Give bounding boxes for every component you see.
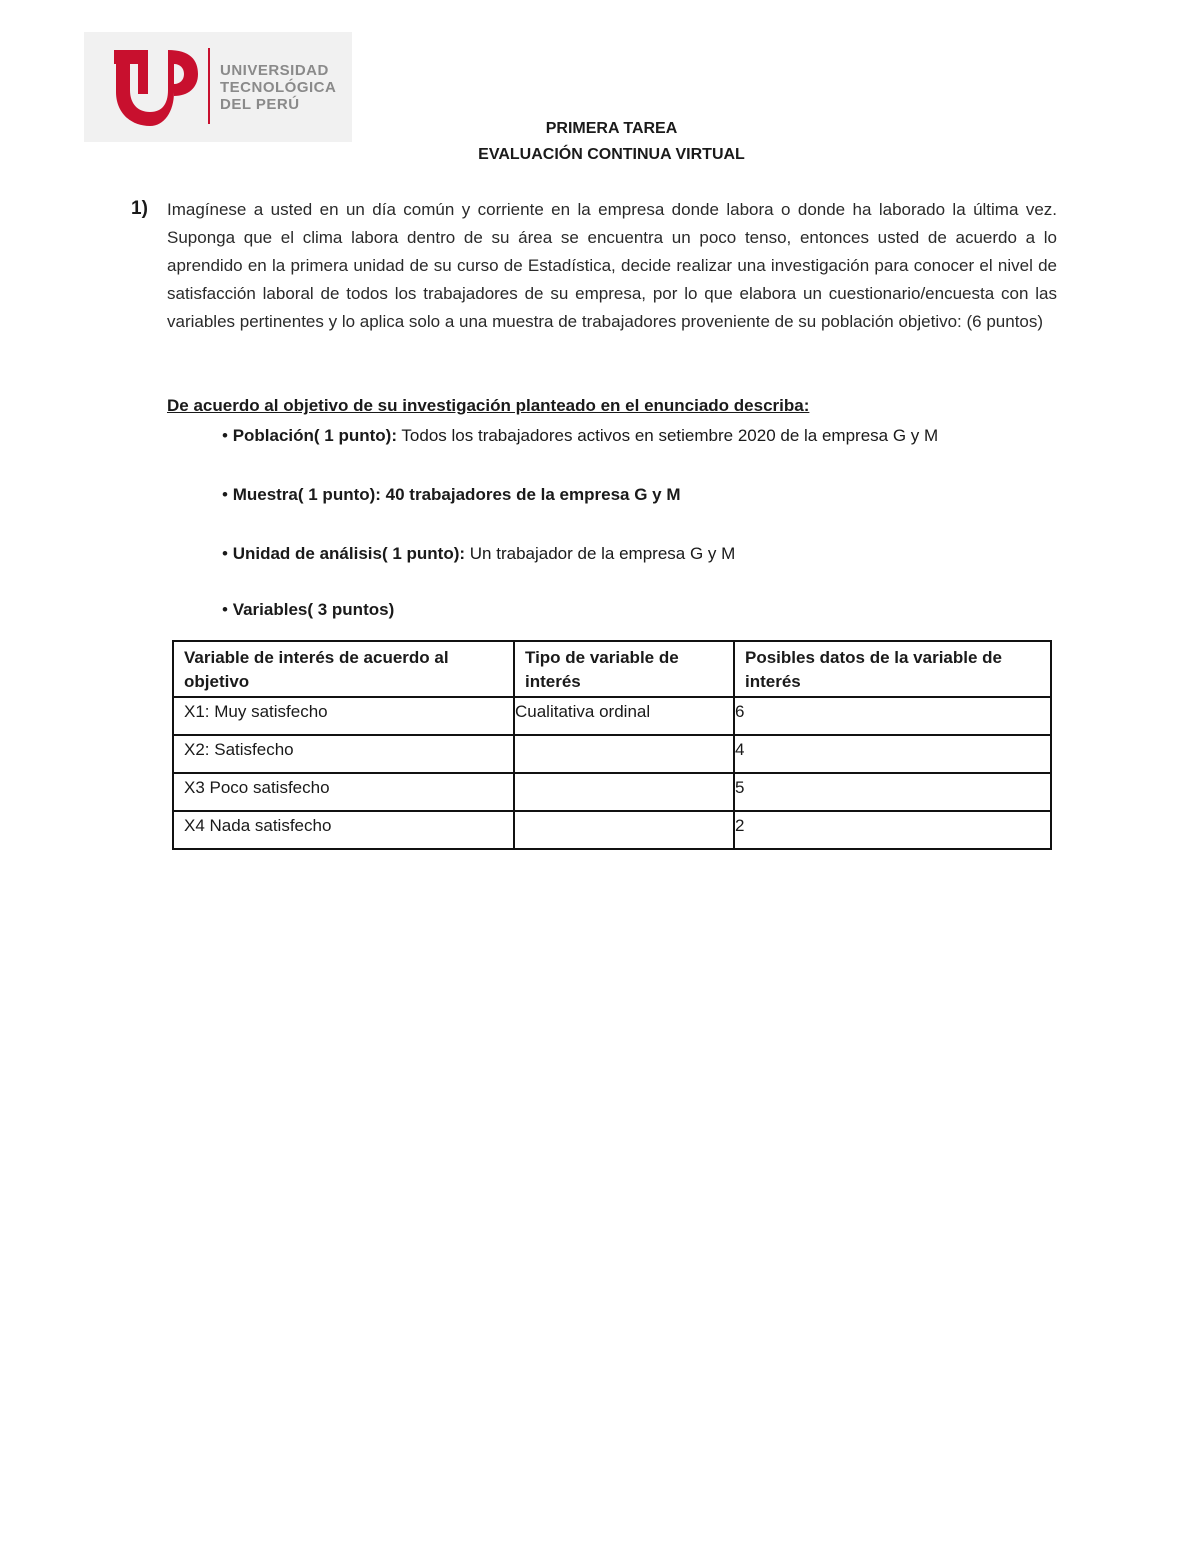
bullet-muestra — [222, 485, 680, 505]
variables-label: Variables( 3 puntos) — [232, 600, 395, 619]
cell-variable: X4 Nada satisfecho — [173, 811, 514, 849]
bullet-dot: • — [222, 544, 233, 563]
bullet-variables — [222, 600, 394, 620]
bullet-unidad — [222, 544, 735, 564]
page-title: PRIMERA TAREA — [545, 120, 678, 137]
cell-datos: 6 — [734, 697, 1051, 735]
muestra-label: Muestra( 1 punto): 40 trabajadores de la empresa G y M — [232, 485, 681, 504]
variables-table — [172, 640, 1052, 850]
cell-variable: X2: Satisfecho — [173, 735, 514, 773]
question-text: Imagínese a usted en un día común y corriente en la empresa donde labora o donde ha laborado la última vez. Suponga que el clima labora dentro de su área se encuentra un poco tenso, entonces usted de acuerdo a lo aprendido en la primera unidad de su curso de Estadística, decide realizar una investigación para conocer el nivel de satisfacción laboral de todos los trabajadores de su empresa, por lo que elabora un cuestionario/encuesta con las variables pertinentes y lo aplica solo a una muestra de trabajadores proveniente de su población objetivo: (6 puntos) — [167, 200, 1057, 331]
cell-datos: 5 — [734, 773, 1051, 811]
logo-separator — [208, 48, 210, 124]
logo-wordmark — [220, 62, 336, 113]
unidad-text: Un trabajador de la empresa G y M — [465, 544, 736, 563]
bullet-dot: • — [222, 426, 233, 445]
bullet-dot: • — [222, 600, 233, 619]
unidad-label: Unidad de análisis( 1 punto): — [232, 544, 466, 563]
page-subtitle: EVALUACIÓN CONTINUA VIRTUAL — [478, 146, 745, 163]
table-row — [173, 773, 1051, 811]
header-datos: Posibles datos de la variable de interés — [734, 641, 1051, 697]
logo-line-2: TECNOLÓGICA — [220, 79, 337, 96]
cell-tipo — [514, 811, 734, 849]
cell-tipo: Cualitativa ordinal — [514, 697, 734, 735]
cell-tipo — [514, 735, 734, 773]
utp-logo-icon — [108, 46, 200, 130]
cell-datos: 4 — [734, 735, 1051, 773]
cell-variable: X3 Poco satisfecho — [173, 773, 514, 811]
bullet-dot: • — [222, 485, 233, 504]
poblacion-label: Población( 1 punto): — [232, 426, 398, 445]
header-tipo: Tipo de variable de interés — [514, 641, 734, 697]
table-row — [173, 811, 1051, 849]
header-variable: Variable de interés de acuerdo al objetivo — [173, 641, 514, 697]
poblacion-text: Todos los trabajadores activos en setiembre 2020 de la empresa G y M — [397, 426, 939, 445]
cell-tipo — [514, 773, 734, 811]
bullet-poblacion — [222, 426, 938, 446]
instruction-heading: De acuerdo al objetivo de su investigación planteado en el enunciado describa: — [167, 396, 810, 415]
logo-line-1: UNIVERSIDAD — [220, 62, 329, 79]
table-row — [173, 697, 1051, 735]
cell-datos: 2 — [734, 811, 1051, 849]
table-header-row — [173, 641, 1051, 697]
table-row — [173, 735, 1051, 773]
cell-variable: X1: Muy satisfecho — [173, 697, 514, 735]
question-number: 1) — [131, 198, 148, 219]
logo-line-3: DEL PERÚ — [220, 96, 300, 113]
